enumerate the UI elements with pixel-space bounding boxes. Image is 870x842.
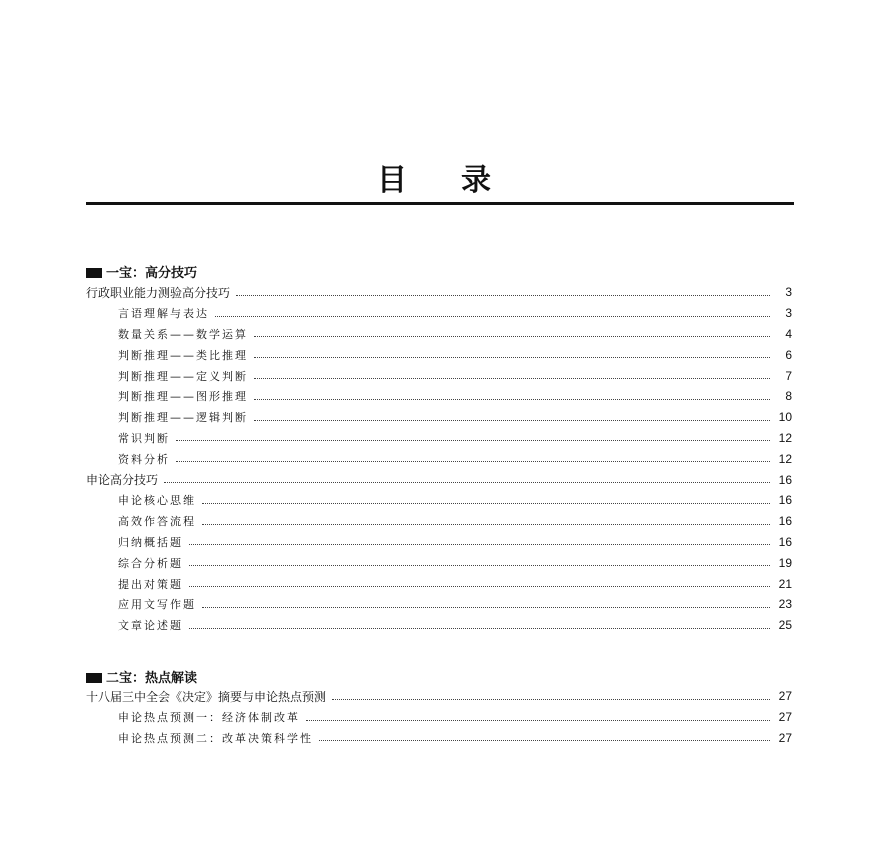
toc-entry-page: 7 — [785, 368, 792, 383]
toc-entry-page: 27 — [778, 689, 792, 704]
toc-entry-page: 16 — [778, 493, 792, 508]
dot-leader — [306, 720, 770, 721]
toc-entry[interactable] — [86, 428, 792, 449]
toc-entry[interactable] — [86, 552, 792, 573]
title-divider — [86, 202, 794, 205]
toc-entry-label: 文章论述题 — [118, 619, 183, 633]
toc-entry-label: 申论热点预测一：经济体制改革 — [118, 711, 300, 725]
toc-entry-label: 判断推理——定义判断 — [118, 369, 248, 383]
toc-entry[interactable] — [86, 448, 792, 469]
toc-entry[interactable] — [86, 324, 792, 345]
toc-entry-page: 25 — [778, 618, 792, 633]
dot-leader — [254, 378, 770, 379]
toc-entry-label: 归纳概括题 — [118, 535, 183, 549]
toc-entry-page: 16 — [778, 472, 792, 487]
toc-entry-page: 6 — [785, 347, 792, 362]
toc-entry-page: 12 — [778, 451, 792, 466]
toc-entry-label: 判断推理——逻辑判断 — [118, 411, 248, 425]
page-title — [0, 155, 870, 199]
section-heading-2 — [86, 667, 197, 686]
toc-entry[interactable] — [86, 728, 792, 749]
toc-entry[interactable] — [86, 686, 792, 707]
toc-entry-page: 16 — [778, 534, 792, 549]
toc-entry-label: 申论高分技巧 — [86, 473, 159, 488]
toc-entry[interactable] — [86, 490, 792, 511]
toc-entry-page: 10 — [778, 410, 792, 425]
dot-leader — [189, 586, 770, 587]
square-bullet-icon — [86, 673, 102, 683]
toc-entry-label: 数量关系——数学运算 — [118, 327, 248, 341]
dot-leader — [254, 420, 770, 421]
toc-entry-page: 3 — [785, 285, 792, 300]
section-heading-1 — [86, 262, 197, 281]
toc-entry[interactable] — [86, 573, 792, 594]
dot-leader — [236, 295, 770, 296]
toc-entry-page: 12 — [778, 430, 792, 445]
dot-leader — [176, 461, 770, 462]
dot-leader — [254, 399, 770, 400]
toc-entry[interactable] — [86, 365, 792, 386]
dot-leader — [176, 440, 770, 441]
dot-leader — [189, 544, 770, 545]
toc-entry-page: 21 — [778, 576, 792, 591]
toc-entry[interactable] — [86, 386, 792, 407]
toc-entry-label: 高效作答流程 — [118, 515, 196, 529]
toc-entry-label: 提出对策题 — [118, 577, 183, 591]
toc-entry[interactable] — [86, 532, 792, 553]
toc-entry-page: 23 — [778, 597, 792, 612]
toc-entry[interactable] — [86, 282, 792, 303]
toc-entry-page: 3 — [785, 306, 792, 321]
toc-entry[interactable] — [86, 707, 792, 728]
toc-entry[interactable] — [86, 511, 792, 532]
toc-entry-page: 27 — [778, 710, 792, 725]
toc-list-1 — [86, 282, 792, 636]
toc-entry-label: 应用文写作题 — [118, 598, 196, 612]
title-right-char: 录 — [461, 163, 493, 198]
toc-entry[interactable] — [86, 615, 792, 636]
dot-leader — [215, 316, 770, 317]
toc-entry-label: 常识判断 — [118, 431, 170, 445]
toc-entry[interactable] — [86, 303, 792, 324]
toc-entry[interactable] — [86, 407, 792, 428]
toc-entry-page: 16 — [778, 514, 792, 529]
toc-entry-label: 言语理解与表达 — [118, 307, 209, 321]
dot-leader — [254, 357, 770, 358]
toc-entry-label: 判断推理——图形推理 — [118, 390, 248, 404]
toc-entry-label: 十八届三中全会《决定》摘要与申论热点预测 — [86, 689, 327, 704]
title-left-char: 目 — [377, 163, 409, 198]
dot-leader — [189, 565, 770, 566]
toc-entry[interactable] — [86, 469, 792, 490]
toc-entry-label: 资料分析 — [118, 452, 170, 466]
dot-leader — [319, 740, 770, 741]
toc-entry[interactable] — [86, 594, 792, 615]
section-heading-label: 一宝：高分技巧 — [106, 266, 198, 281]
dot-leader — [332, 699, 770, 700]
toc-entry-label: 判断推理——类比推理 — [118, 348, 248, 362]
toc-entry-page: 8 — [785, 389, 792, 404]
dot-leader — [164, 482, 770, 483]
toc-entry-label: 行政职业能力测验高分技巧 — [86, 285, 231, 300]
toc-entry-label: 申论核心思维 — [118, 494, 196, 508]
toc-entry-page: 27 — [778, 730, 792, 745]
dot-leader — [202, 607, 770, 608]
dot-leader — [254, 336, 770, 337]
toc-entry-label: 申论热点预测二：改革决策科学性 — [118, 731, 313, 745]
dot-leader — [202, 524, 770, 525]
toc-list-2 — [86, 686, 792, 748]
toc-entry-page: 19 — [778, 555, 792, 570]
dot-leader — [202, 503, 770, 504]
toc-entry-page: 4 — [785, 326, 792, 341]
toc-entry[interactable] — [86, 344, 792, 365]
square-bullet-icon — [86, 268, 102, 278]
section-heading-label: 二宝：热点解读 — [106, 671, 198, 686]
dot-leader — [189, 628, 770, 629]
toc-entry-label: 综合分析题 — [118, 556, 183, 570]
